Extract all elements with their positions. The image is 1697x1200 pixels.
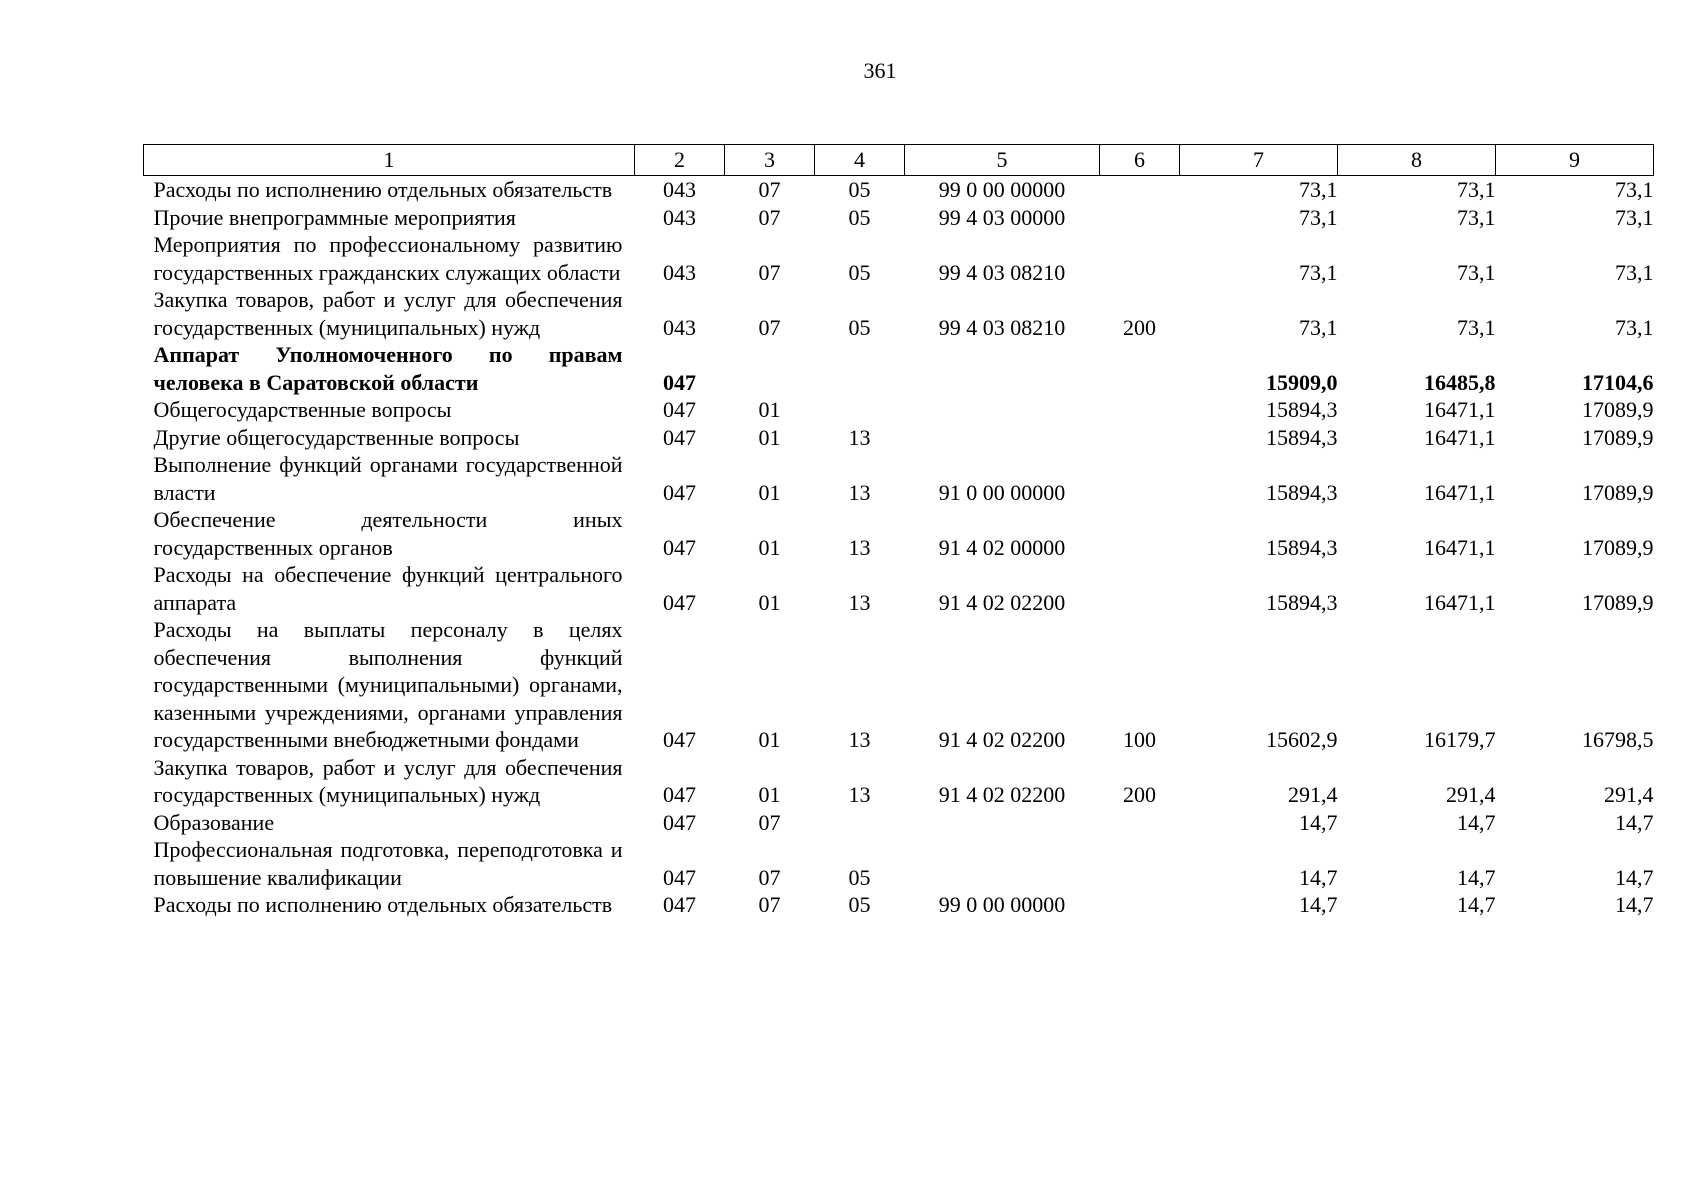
row-name: Закупка товаров, работ и услуг для обеспечения государственных (муниципальных) нужд — [153, 754, 623, 807]
row-section: 07 — [758, 204, 781, 230]
row-admin-code: 047 — [663, 809, 696, 835]
row-admin-code: 047 — [663, 727, 696, 752]
row-section: 07 — [758, 314, 781, 340]
row-section: 07 — [758, 259, 781, 285]
row-subsection: 05 — [848, 314, 871, 340]
row-subsection: 05 — [848, 892, 871, 917]
row-amount-col9: 17089,9 — [1582, 479, 1654, 505]
header-cell-8: 8 — [1338, 145, 1496, 176]
table-row — [144, 809, 1654, 837]
row-target-article — [905, 341, 1100, 396]
row-amount-col9: 14,7 — [1615, 809, 1654, 835]
table-body — [144, 176, 1654, 919]
table-row — [144, 451, 1654, 506]
row-amount-col8: 14,7 — [1457, 809, 1496, 835]
row-amount-col8: 16471,1 — [1424, 534, 1496, 560]
row-amount-col8: 16471,1 — [1424, 424, 1496, 450]
row-amount-col7: 14,7 — [1299, 809, 1338, 835]
row-amount-col7: 73,1 — [1299, 177, 1338, 202]
row-subsection: 13 — [848, 424, 871, 450]
row-subsection: 13 — [848, 479, 871, 505]
row-admin-code: 047 — [663, 864, 696, 890]
row-admin-code: 043 — [663, 177, 696, 202]
row-amount-col8: 73,1 — [1457, 259, 1496, 285]
header-cell-3: 3 — [725, 145, 815, 176]
row-admin-code: 043 — [663, 314, 696, 340]
row-subsection: 13 — [848, 782, 871, 807]
table-row — [144, 891, 1654, 919]
table-row — [144, 231, 1654, 286]
table-row — [144, 754, 1654, 809]
row-amount-col8: 16471,1 — [1424, 479, 1496, 505]
header-cell-6: 6 — [1100, 145, 1180, 176]
row-amount-col7: 15894,3 — [1266, 424, 1338, 450]
row-subsection — [815, 341, 905, 396]
row-amount-col9: 73,1 — [1615, 177, 1654, 202]
row-name: Расходы на обеспечение функций центрального аппарата — [153, 562, 623, 615]
row-amount-col8: 16471,1 — [1424, 397, 1496, 422]
row-amount-col7: 73,1 — [1299, 259, 1338, 285]
row-section: 07 — [758, 177, 781, 202]
row-name: Общегосударственные вопросы — [153, 397, 452, 422]
row-amount-col8: 291,4 — [1446, 782, 1496, 807]
row-expense-type — [1100, 506, 1180, 561]
row-target-article: 91 4 02 02200 — [938, 782, 1066, 807]
row-amount-col9: 14,7 — [1615, 892, 1654, 917]
row-name: Расходы на выплаты персоналу в целях обеспечения выполнения функций государственными (муниципальными) органами, казенными учреждениями, органами управления государственными внебюджетными фондами — [153, 617, 623, 752]
row-admin-code: 047 — [663, 369, 696, 395]
row-amount-col7: 15909,0 — [1266, 369, 1338, 395]
row-admin-code: 043 — [663, 259, 696, 285]
row-subsection: 05 — [848, 259, 871, 285]
row-expense-type — [1100, 561, 1180, 616]
row-subsection: 05 — [848, 177, 871, 202]
row-name: Расходы по исполнению отдельных обязательств — [153, 892, 613, 917]
row-section: 01 — [758, 424, 781, 450]
row-amount-col9: 73,1 — [1615, 204, 1654, 230]
row-amount-col7: 14,7 — [1299, 892, 1338, 917]
row-admin-code: 047 — [663, 892, 696, 917]
row-amount-col8: 16179,7 — [1424, 727, 1496, 752]
row-expense-type — [1100, 204, 1180, 232]
row-expense-type — [1100, 836, 1180, 891]
row-expense-type: 100 — [1123, 727, 1156, 752]
row-amount-col8: 16485,8 — [1424, 369, 1496, 395]
row-amount-col8: 73,1 — [1457, 314, 1496, 340]
row-expense-type — [1100, 231, 1180, 286]
row-expense-type — [1100, 341, 1180, 396]
row-expense-type — [1100, 396, 1180, 424]
table-header — [144, 145, 1654, 176]
row-target-article: 91 4 02 00000 — [938, 534, 1066, 560]
table-row — [144, 561, 1654, 616]
row-amount-col8: 73,1 — [1457, 177, 1496, 202]
row-section: 01 — [758, 397, 781, 422]
table-row — [144, 396, 1654, 424]
row-admin-code: 047 — [663, 479, 696, 505]
row-section: 07 — [758, 864, 781, 890]
page-number: 361 — [863, 58, 897, 83]
table-row — [144, 286, 1654, 341]
row-section: 01 — [758, 589, 781, 615]
row-name: Мероприятия по профессиональному развитию государственных гражданских служащих области — [153, 232, 623, 285]
row-section: 01 — [758, 782, 781, 807]
row-section: 01 — [758, 727, 781, 752]
row-subsection: 13 — [848, 589, 871, 615]
row-expense-type — [1100, 424, 1180, 452]
header-cell-7: 7 — [1180, 145, 1338, 176]
row-amount-col9: 17089,9 — [1582, 589, 1654, 615]
row-amount-col8: 14,7 — [1457, 892, 1496, 917]
row-subsection: 05 — [848, 204, 871, 230]
row-name: Закупка товаров, работ и услуг для обеспечения государственных (муниципальных) нужд — [153, 287, 623, 340]
row-amount-col9: 17089,9 — [1582, 424, 1654, 450]
row-subsection: 13 — [848, 534, 871, 560]
table-row — [144, 176, 1654, 204]
row-amount-col9: 291,4 — [1604, 782, 1654, 807]
row-name: Выполнение функций органами государственной власти — [153, 452, 623, 505]
row-amount-col7: 14,7 — [1299, 864, 1338, 890]
header-cell-5: 5 — [905, 145, 1100, 176]
row-expense-type — [1100, 176, 1180, 204]
row-amount-col9: 73,1 — [1615, 314, 1654, 340]
row-name: Прочие внепрограммные мероприятия — [153, 204, 516, 230]
table-row — [144, 341, 1654, 396]
row-expense-type: 200 — [1123, 782, 1156, 807]
row-amount-col7: 15894,3 — [1266, 479, 1338, 505]
row-expense-type: 200 — [1123, 314, 1156, 340]
row-subsection — [815, 396, 905, 424]
row-subsection — [815, 809, 905, 837]
row-amount-col7: 73,1 — [1299, 314, 1338, 340]
table-row — [144, 424, 1654, 452]
row-subsection: 13 — [848, 727, 871, 752]
header-cell-2: 2 — [635, 145, 725, 176]
row-target-article — [905, 396, 1100, 424]
row-target-article — [905, 424, 1100, 452]
row-name: Обеспечение деятельности иных государственных органов — [153, 507, 623, 560]
row-section: 07 — [758, 809, 781, 835]
row-target-article: 99 0 00 00000 — [938, 892, 1066, 917]
row-amount-col9: 73,1 — [1615, 259, 1654, 285]
row-target-article: 91 4 02 02200 — [938, 589, 1066, 615]
row-amount-col8: 14,7 — [1457, 864, 1496, 890]
row-expense-type — [1100, 809, 1180, 837]
row-name: Другие общегосударственные вопросы — [153, 424, 520, 450]
row-target-article: 99 4 03 08210 — [938, 314, 1066, 340]
header-row — [144, 145, 1654, 176]
row-name: Расходы по исполнению отдельных обязательств — [153, 177, 613, 202]
row-amount-col9: 17089,9 — [1582, 397, 1654, 422]
row-subsection: 05 — [848, 864, 871, 890]
row-target-article — [905, 836, 1100, 891]
row-admin-code: 047 — [663, 397, 696, 422]
row-expense-type — [1100, 451, 1180, 506]
row-admin-code: 047 — [663, 534, 696, 560]
row-amount-col9: 17089,9 — [1582, 534, 1654, 560]
header-cell-9: 9 — [1496, 145, 1654, 176]
row-amount-col9: 17104,6 — [1582, 369, 1654, 395]
row-section: 07 — [758, 892, 781, 917]
row-admin-code: 047 — [663, 589, 696, 615]
row-section: 01 — [758, 479, 781, 505]
row-target-article: 99 4 03 00000 — [938, 204, 1066, 230]
row-target-article — [905, 809, 1100, 837]
row-admin-code: 047 — [663, 424, 696, 450]
row-amount-col7: 15894,3 — [1266, 534, 1338, 560]
budget-table — [143, 144, 1654, 919]
row-amount-col9: 14,7 — [1615, 864, 1654, 890]
row-amount-col7: 15602,9 — [1266, 727, 1338, 752]
row-admin-code: 047 — [663, 782, 696, 807]
row-target-article: 99 0 00 00000 — [938, 177, 1066, 202]
row-amount-col7: 15894,3 — [1266, 589, 1338, 615]
row-admin-code: 043 — [663, 204, 696, 230]
row-amount-col8: 16471,1 — [1424, 589, 1496, 615]
table-row — [144, 204, 1654, 232]
row-target-article: 91 0 00 00000 — [938, 479, 1066, 505]
row-expense-type — [1100, 891, 1180, 919]
row-section — [725, 341, 815, 396]
row-amount-col7: 73,1 — [1299, 204, 1338, 230]
row-amount-col7: 291,4 — [1288, 782, 1338, 807]
row-name: Образование — [153, 809, 275, 835]
table-row — [144, 836, 1654, 891]
header-cell-4: 4 — [815, 145, 905, 176]
table-row — [144, 616, 1654, 754]
row-target-article: 91 4 02 02200 — [938, 727, 1066, 752]
row-amount-col7: 15894,3 — [1266, 397, 1338, 422]
row-name: Профессиональная подготовка, переподготовка и повышение квалификации — [153, 837, 623, 890]
row-amount-col8: 73,1 — [1457, 204, 1496, 230]
row-target-article: 99 4 03 08210 — [938, 259, 1066, 285]
row-section: 01 — [758, 534, 781, 560]
header-cell-1: 1 — [144, 145, 635, 176]
table-row — [144, 506, 1654, 561]
row-amount-col9: 16798,5 — [1582, 727, 1654, 752]
row-name: Аппарат Уполномоченного по правам человека в Саратовской области — [153, 342, 623, 395]
